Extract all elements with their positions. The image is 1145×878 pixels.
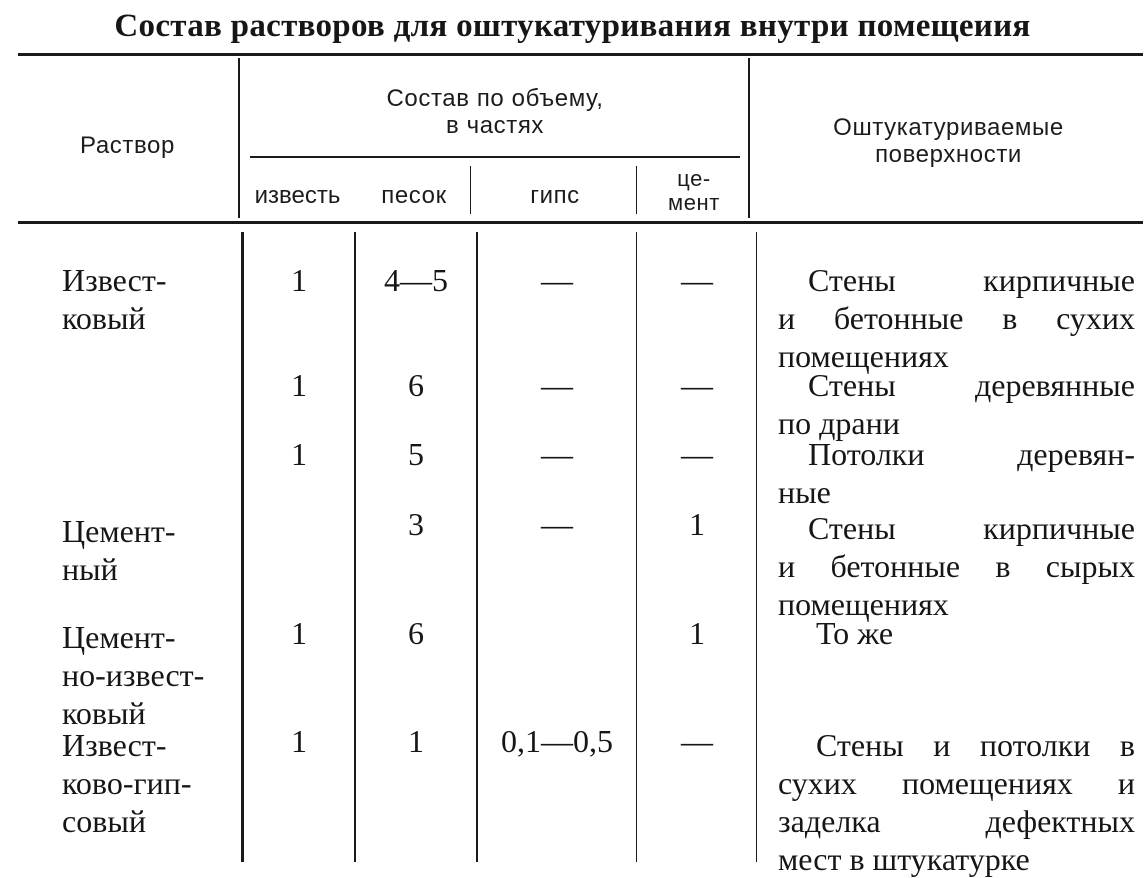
cell-sand: 5 <box>408 436 424 472</box>
divider-mortar-lime <box>241 232 244 862</box>
mortar-name-line: Цемент- <box>62 513 176 549</box>
row-mortar-name <box>62 726 222 840</box>
header-composition-line1: Состав по объему, <box>386 85 604 112</box>
header-sand: песок <box>381 182 447 209</box>
row-mortar-name <box>62 512 222 588</box>
divider-gypsum-cement-header <box>636 166 637 214</box>
surface-line: по драни <box>778 405 900 441</box>
surface-line: Стены кирпичные <box>808 262 1135 298</box>
cell-sand: 3 <box>408 506 424 542</box>
header-composition-line2: в частях <box>445 112 545 139</box>
cell-sand: 4—5 <box>384 262 448 298</box>
surface-line: То же <box>816 615 894 651</box>
header-cement-line2: мент <box>668 190 720 215</box>
cell-surface <box>778 614 1135 652</box>
cell-gypsum: — <box>541 262 573 298</box>
header-mortar: Раствор <box>80 132 175 159</box>
cell-gypsum: — <box>541 367 573 403</box>
mortar-name-line: ковый <box>62 695 146 731</box>
cell-gypsum: — <box>541 506 573 542</box>
surface-line: помещениях <box>778 338 949 374</box>
cell-sand: 1 <box>408 723 424 759</box>
mortar-name-line: Цемент- <box>62 619 176 655</box>
cell-lime: 1 <box>291 436 307 472</box>
surface-line: ные <box>778 474 831 510</box>
header-top-rule <box>18 53 1143 56</box>
header-gypsum: гипс <box>530 182 580 209</box>
mortar-name-line: совый <box>62 803 146 839</box>
row-mortar-name <box>62 618 222 732</box>
surface-line: помещениях <box>778 586 949 622</box>
surface-line: и бетонные в сухих <box>778 300 1135 336</box>
header-surfaces-line1: Оштукатуриваемые <box>833 114 1064 141</box>
cell-surface <box>778 509 1135 623</box>
header-surfaces-line2: поверхности <box>875 141 1022 168</box>
header-lime: известь <box>254 182 341 209</box>
divider-lime-sand <box>354 232 356 862</box>
cell-cement: 1 <box>689 506 705 542</box>
divider-sand-gypsum-header <box>470 166 471 214</box>
cell-gypsum: — <box>541 436 573 472</box>
cell-lime: 1 <box>291 262 307 298</box>
cell-surface <box>778 435 1135 511</box>
cell-cement: — <box>681 367 713 403</box>
cell-sand: 6 <box>408 615 424 651</box>
surface-line: и бетонные в сырых <box>778 548 1135 584</box>
surface-line: сухих помещениях и <box>778 765 1135 801</box>
divider-gypsum-cement <box>636 232 637 862</box>
mortar-name-line: ный <box>62 551 118 587</box>
cell-cement: — <box>681 436 713 472</box>
surface-line: заделка дефектных <box>778 803 1135 839</box>
mortar-name-line: Извест- <box>62 262 167 298</box>
surface-line: Стены деревянные <box>808 367 1135 403</box>
cell-lime: 1 <box>291 615 307 651</box>
mortar-name-line: ковый <box>62 300 146 336</box>
mortar-name-line: но-извест- <box>62 657 205 693</box>
divider-sand-gypsum <box>476 232 478 862</box>
divider-cement-surfaces <box>756 232 757 862</box>
cell-cement: — <box>681 723 713 759</box>
header-cement-line1: це- <box>677 166 711 191</box>
header-bottom-rule <box>18 221 1143 224</box>
cell-lime: 1 <box>291 723 307 759</box>
surface-line: Потолки деревян- <box>808 436 1135 472</box>
cell-cement: — <box>681 262 713 298</box>
subheader-rule <box>250 156 740 158</box>
surface-line: Стены кирпичные <box>808 510 1135 546</box>
cell-sand: 6 <box>408 367 424 403</box>
surface-line: мест в штукатурке <box>778 841 1030 877</box>
row-mortar-name <box>62 261 222 337</box>
mortar-name-line: Извест- <box>62 727 167 763</box>
cell-cement: 1 <box>689 615 705 651</box>
cell-gypsum: 0,1—0,5 <box>501 723 613 759</box>
surface-line: Стены и потолки в <box>816 727 1135 763</box>
divider-composition-surfaces-header <box>748 58 750 218</box>
cell-surface <box>778 726 1135 878</box>
cell-surface <box>778 261 1135 375</box>
table-title: Состав растворов для оштукатуривания внутри помещеиия <box>114 8 1031 44</box>
cell-lime: 1 <box>291 367 307 403</box>
cell-surface <box>778 366 1135 442</box>
mortar-name-line: ково-гип- <box>62 765 192 801</box>
